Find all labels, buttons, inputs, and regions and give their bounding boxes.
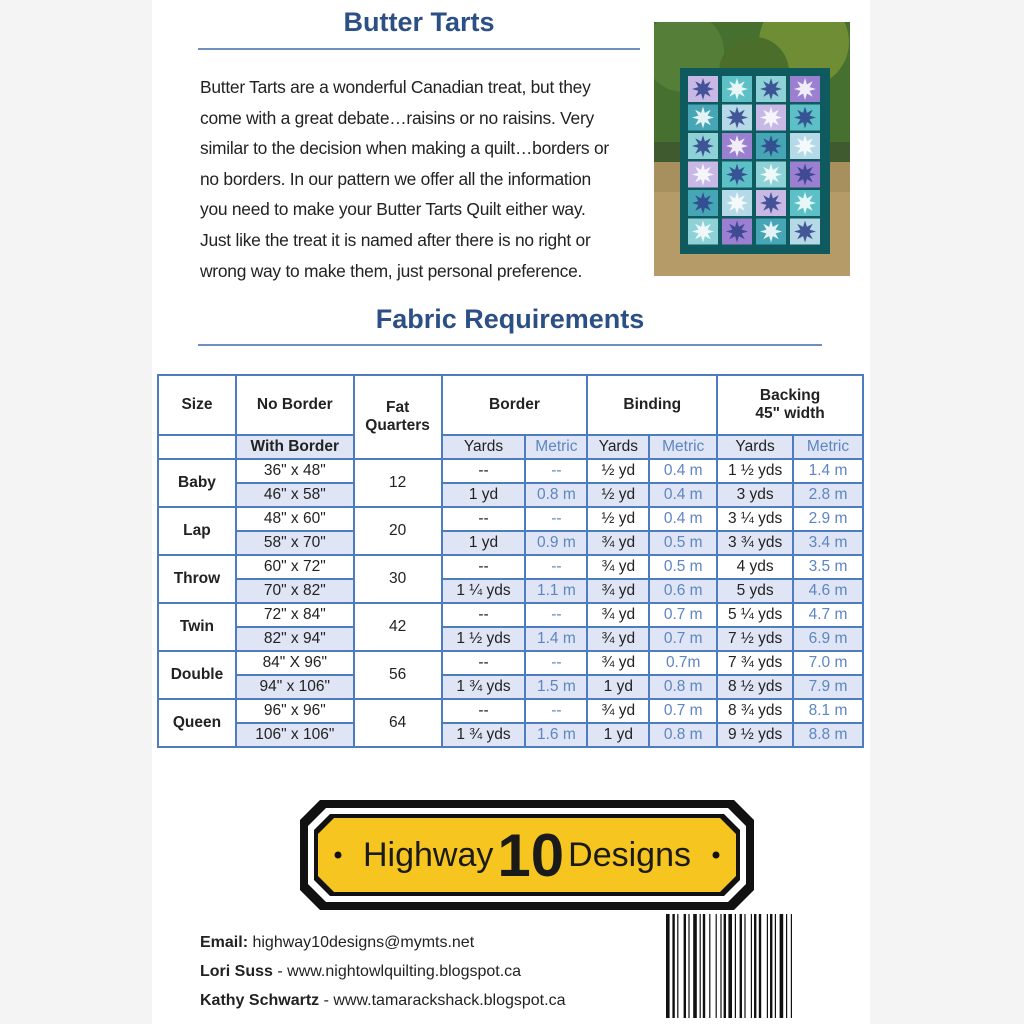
intro-line: similar to the decision when making a quilt…borders or xyxy=(200,138,609,159)
quilt-star xyxy=(692,135,714,157)
barcode-bar xyxy=(693,914,697,1018)
fat-quarters-value: 64 xyxy=(354,699,442,747)
binding-metric: 0.8 m xyxy=(649,723,717,747)
intro-line: no borders. In our pattern we offer all the information xyxy=(200,168,591,189)
table-row xyxy=(158,483,863,507)
binding-yards: ¾ yd xyxy=(587,531,649,555)
binding-metric: 0.8 m xyxy=(649,675,717,699)
no-border-dimensions: 84" X 96" xyxy=(236,651,354,675)
barcode-bar xyxy=(720,914,721,1018)
border-yards: -- xyxy=(442,699,526,723)
quilt-star xyxy=(726,78,748,100)
border-metric: -- xyxy=(525,459,587,483)
header-fat-quarters-label: Fat Quarters xyxy=(365,399,430,434)
header-binding-yards: Yards xyxy=(587,435,649,459)
quilt-star xyxy=(794,135,816,157)
backing-yards: 9 ½ yds xyxy=(717,723,793,747)
intro-paragraph xyxy=(200,72,640,286)
barcode-bar xyxy=(700,914,701,1018)
contact-label: Lori Suss xyxy=(200,963,273,980)
no-border-dimensions: 36" x 48" xyxy=(236,459,354,483)
size-label: Throw xyxy=(158,555,236,603)
with-border-dimensions: 82" x 94" xyxy=(236,627,354,651)
quilt-star xyxy=(760,107,782,129)
header-backing xyxy=(717,375,863,435)
logo-wordmark xyxy=(300,800,754,910)
quilt-star xyxy=(726,107,748,129)
quilt-star xyxy=(726,192,748,214)
border-yards: -- xyxy=(442,603,526,627)
logo-number: 10 xyxy=(497,821,565,889)
barcode-bar xyxy=(754,914,756,1018)
header-border: Border xyxy=(442,375,588,435)
backing-yards: 3 yds xyxy=(717,483,793,507)
table-row xyxy=(158,507,863,531)
intro-line: Butter Tarts are a wonderful Canadian treat, but they xyxy=(200,77,591,97)
binding-metric: 0.4 m xyxy=(649,507,717,531)
binding-yards: ¾ yd xyxy=(587,603,649,627)
barcode-bar xyxy=(709,914,710,1018)
fat-quarters-value: 56 xyxy=(354,651,442,699)
quilt-star xyxy=(692,192,714,214)
backing-metric: 1.4 m xyxy=(793,459,863,483)
table-row xyxy=(158,723,863,747)
table-row xyxy=(158,555,863,579)
binding-yards: ¾ yd xyxy=(587,627,649,651)
border-metric: -- xyxy=(525,651,587,675)
contact-lori xyxy=(200,957,565,986)
backing-yards: 8 ¾ yds xyxy=(717,699,793,723)
border-metric: 1.4 m xyxy=(525,627,587,651)
table-row xyxy=(158,531,863,555)
binding-yards: 1 yd xyxy=(587,723,649,747)
quilt-star xyxy=(794,221,816,243)
table-body xyxy=(158,459,863,747)
barcode-bar xyxy=(672,914,674,1018)
backing-yards: 5 yds xyxy=(717,579,793,603)
backing-yards: 4 yds xyxy=(717,555,793,579)
barcode-bar xyxy=(735,914,736,1018)
header-backing-sub: 45" width xyxy=(755,405,825,422)
fat-quarters-value: 42 xyxy=(354,603,442,651)
intro-line: you need to make your Butter Tarts Quilt either way. xyxy=(200,199,586,220)
page-title: Butter Tarts xyxy=(198,4,640,50)
border-yards: -- xyxy=(442,507,526,531)
border-metric: 0.9 m xyxy=(525,531,587,555)
backing-metric: 4.6 m xyxy=(793,579,863,603)
header-backing-metric: Metric xyxy=(793,435,863,459)
backing-metric: 2.8 m xyxy=(793,483,863,507)
no-border-dimensions: 60" x 72" xyxy=(236,555,354,579)
quilt-star xyxy=(692,164,714,186)
contact-info xyxy=(200,928,565,1015)
quilt-star xyxy=(760,192,782,214)
header-backing-label: Backing xyxy=(759,387,821,404)
header-with-border: With Border xyxy=(236,435,354,459)
size-label: Queen xyxy=(158,699,236,747)
border-yards: 1 ¾ yds xyxy=(442,723,526,747)
table-row xyxy=(158,603,863,627)
header-border-yards: Yards xyxy=(442,435,526,459)
backing-yards: 7 ½ yds xyxy=(717,627,793,651)
header-binding: Binding xyxy=(587,375,717,435)
barcode-bar xyxy=(703,914,705,1018)
header-no-border: No Border xyxy=(236,375,354,435)
binding-metric: 0.7 m xyxy=(649,699,717,723)
border-yards: 1 ¾ yds xyxy=(442,675,526,699)
with-border-dimensions: 70" x 82" xyxy=(236,579,354,603)
table-row xyxy=(158,627,863,651)
email-link[interactable]: highway10designs@mymts.net xyxy=(252,934,475,951)
quilt-star xyxy=(760,135,782,157)
backing-metric: 3.4 m xyxy=(793,531,863,555)
quilt-star xyxy=(692,107,714,129)
contact-kathy xyxy=(200,986,565,1015)
lori-website-link[interactable]: - www.nightowlquilting.blogspot.ca xyxy=(277,963,522,980)
binding-yards: ¾ yd xyxy=(587,555,649,579)
no-border-dimensions: 48" x 60" xyxy=(236,507,354,531)
binding-metric: 0.7 m xyxy=(649,627,717,651)
table-row xyxy=(158,579,863,603)
barcode-bar xyxy=(751,914,752,1018)
barcode-bar xyxy=(759,914,761,1018)
binding-yards: ¾ yd xyxy=(587,579,649,603)
with-border-dimensions: 94" x 106" xyxy=(236,675,354,699)
barcode xyxy=(662,912,838,1024)
binding-metric: 0.7m xyxy=(649,651,717,675)
quilt-star xyxy=(760,78,782,100)
backing-metric: 8.1 m xyxy=(793,699,863,723)
barcode-bar xyxy=(728,914,732,1018)
border-yards: -- xyxy=(442,459,526,483)
backing-yards: 3 ¼ yds xyxy=(717,507,793,531)
barcode-bar xyxy=(740,914,742,1018)
binding-metric: 0.4 m xyxy=(649,483,717,507)
border-yards: -- xyxy=(442,651,526,675)
no-border-dimensions: 96" x 96" xyxy=(236,699,354,723)
border-metric: 1.6 m xyxy=(525,723,587,747)
logo-word-highway: Highway xyxy=(363,835,494,874)
table-row xyxy=(158,651,863,675)
barcode-bar xyxy=(724,914,726,1018)
fat-quarters-value: 20 xyxy=(354,507,442,555)
backing-yards: 5 ¼ yds xyxy=(717,603,793,627)
with-border-dimensions: 106" x 106" xyxy=(236,723,354,747)
barcode-bar xyxy=(684,914,686,1018)
intro-line: come with a great debate…raisins or no raisins. Very xyxy=(200,107,594,128)
barcode-bar xyxy=(775,914,776,1018)
border-yards: 1 yd xyxy=(442,483,526,507)
logo-word-designs: Designs xyxy=(568,835,691,874)
quilt-photo xyxy=(654,22,850,276)
quilt-star xyxy=(692,78,714,100)
backing-yards: 8 ½ yds xyxy=(717,675,793,699)
fat-quarters-value: 12 xyxy=(354,459,442,507)
quilt-star xyxy=(760,164,782,186)
backing-metric: 7.9 m xyxy=(793,675,863,699)
contact-email xyxy=(200,928,565,957)
barcode-bar xyxy=(786,914,787,1018)
quilt-star xyxy=(726,221,748,243)
binding-metric: 0.7 m xyxy=(649,603,717,627)
border-metric: -- xyxy=(525,555,587,579)
size-label: Double xyxy=(158,651,236,699)
border-metric: -- xyxy=(525,507,587,531)
backing-yards: 1 ½ yds xyxy=(717,459,793,483)
binding-yards: ½ yd xyxy=(587,483,649,507)
quilt-star xyxy=(794,107,816,129)
binding-yards: ½ yd xyxy=(587,507,649,531)
border-metric: -- xyxy=(525,699,587,723)
size-label: Lap xyxy=(158,507,236,555)
border-metric: 1.1 m xyxy=(525,579,587,603)
binding-metric: 0.5 m xyxy=(649,555,717,579)
border-metric: -- xyxy=(525,603,587,627)
header-size-spacer xyxy=(158,435,236,459)
header-border-metric: Metric xyxy=(525,435,587,459)
binding-yards: ¾ yd xyxy=(587,651,649,675)
binding-yards: ¾ yd xyxy=(587,699,649,723)
barcode-bar xyxy=(688,914,689,1018)
border-yards: 1 ½ yds xyxy=(442,627,526,651)
barcode-bar xyxy=(767,914,768,1018)
header-fat-quarters xyxy=(354,375,442,459)
header-binding-metric: Metric xyxy=(649,435,717,459)
table-row xyxy=(158,699,863,723)
intro-line: wrong way to make them, just personal preference. xyxy=(200,260,583,281)
border-yards: -- xyxy=(442,555,526,579)
quilt-star xyxy=(726,135,748,157)
size-label: Twin xyxy=(158,603,236,651)
binding-yards: 1 yd xyxy=(587,675,649,699)
border-metric: 0.8 m xyxy=(525,483,587,507)
backing-metric: 6.9 m xyxy=(793,627,863,651)
border-yards: 1 ¼ yds xyxy=(442,579,526,603)
quilt-star xyxy=(726,164,748,186)
backing-metric: 3.5 m xyxy=(793,555,863,579)
size-label: Baby xyxy=(158,459,236,507)
quilt-star xyxy=(794,78,816,100)
no-border-dimensions: 72" x 84" xyxy=(236,603,354,627)
with-border-dimensions: 58" x 70" xyxy=(236,531,354,555)
barcode-bar xyxy=(744,914,745,1018)
backing-metric: 8.8 m xyxy=(793,723,863,747)
backing-metric: 7.0 m xyxy=(793,651,863,675)
contact-label: Email: xyxy=(200,934,249,951)
fabric-requirements-table xyxy=(157,374,864,748)
intro-line: Just like the treat it is named after there is no right or xyxy=(200,229,591,250)
backing-yards: 7 ¾ yds xyxy=(717,651,793,675)
backing-yards: 3 ¾ yds xyxy=(717,531,793,555)
barcode-bar xyxy=(677,914,678,1018)
quilt-star xyxy=(760,221,782,243)
binding-yards: ½ yd xyxy=(587,459,649,483)
fat-quarters-value: 30 xyxy=(354,555,442,603)
quilt-star xyxy=(692,221,714,243)
binding-metric: 0.6 m xyxy=(649,579,717,603)
barcode-bar xyxy=(716,914,717,1018)
table-row xyxy=(158,459,863,483)
table-row xyxy=(158,675,863,699)
contact-label: Kathy Schwartz xyxy=(200,992,320,1009)
backing-metric: 4.7 m xyxy=(793,603,863,627)
header-size: Size xyxy=(158,375,236,435)
border-metric: 1.5 m xyxy=(525,675,587,699)
border-yards: 1 yd xyxy=(442,531,526,555)
header-backing-yards: Yards xyxy=(717,435,793,459)
barcode-bar xyxy=(770,914,772,1018)
barcode-bar xyxy=(791,914,792,1018)
fabric-requirements-title: Fabric Requirements xyxy=(198,300,822,346)
barcode-bar xyxy=(780,914,784,1018)
barcode-bar xyxy=(666,914,670,1018)
kathy-website-link[interactable]: - www.tamarackshack.blogspot.ca xyxy=(323,992,566,1009)
binding-metric: 0.4 m xyxy=(649,459,717,483)
quilt-star xyxy=(794,192,816,214)
backing-metric: 2.9 m xyxy=(793,507,863,531)
binding-metric: 0.5 m xyxy=(649,531,717,555)
quilt-star xyxy=(794,164,816,186)
with-border-dimensions: 46" x 58" xyxy=(236,483,354,507)
